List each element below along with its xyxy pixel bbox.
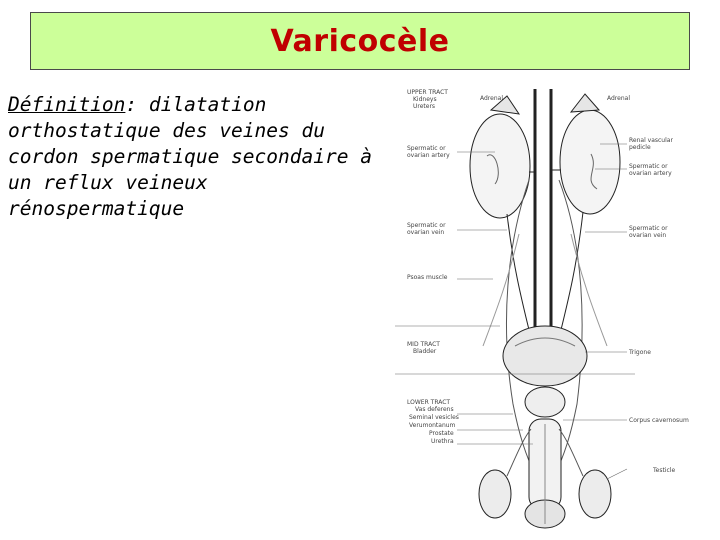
label-kidneys: Kidneys [413,96,437,103]
label-spermatic-artery-right-2: ovarian artery [629,170,672,177]
label-adrenal-right: Adrenal [607,95,630,102]
label-prostate: Prostate [429,430,454,437]
label-ureters: Ureters [413,103,436,110]
definition-text: dilatation orthostatique des veines du cordon spermatique secondaire à un reflux veineux rénospermatique [8,93,372,220]
label-spermatic-vein-left-2: ovarian vein [407,229,445,236]
label-mid-tract: MID TRACT [407,341,440,348]
label-adrenal-left: Adrenal [480,95,503,102]
urogenital-anatomy-figure [395,84,695,534]
label-psoas-muscle: Psoas muscle [407,274,448,281]
definition-term: Définition [8,93,126,116]
label-spermatic-artery-left-2: ovarian artery [407,152,450,159]
label-renal-pedicle-1: Renal vascular [629,137,673,144]
label-corpus-cavernosum: Corpus cavernosum [629,417,689,424]
label-spermatic-vein-right-2: ovarian vein [629,232,667,239]
definition-paragraph [8,92,378,222]
label-spermatic-vein-right-1: Spermatic or [629,225,668,232]
slide-title: Varicocèle [270,23,450,59]
label-spermatic-artery-left-1: Spermatic or [407,145,446,152]
label-verumontanum: Verumontanum [409,422,456,429]
definition-separator: : [125,93,138,116]
label-testicle: Testicle [653,467,676,474]
label-vas-deferens: Vas deferens [415,406,454,413]
anatomy-illustration [395,84,695,534]
label-seminal-vesicles: Seminal vesicles [409,414,459,421]
label-spermatic-vein-left-1: Spermatic or [407,222,446,229]
label-trigone: Trigone [629,349,651,356]
title-box [30,12,690,70]
label-spermatic-artery-right-1: Spermatic or [629,163,668,170]
label-lower-tract: LOWER TRACT [407,399,451,406]
label-renal-pedicle-2: pedicle [629,144,651,151]
label-urethra: Urethra [431,438,454,445]
label-upper-tract: UPPER TRACT [407,89,448,96]
label-bladder: Bladder [413,348,437,355]
